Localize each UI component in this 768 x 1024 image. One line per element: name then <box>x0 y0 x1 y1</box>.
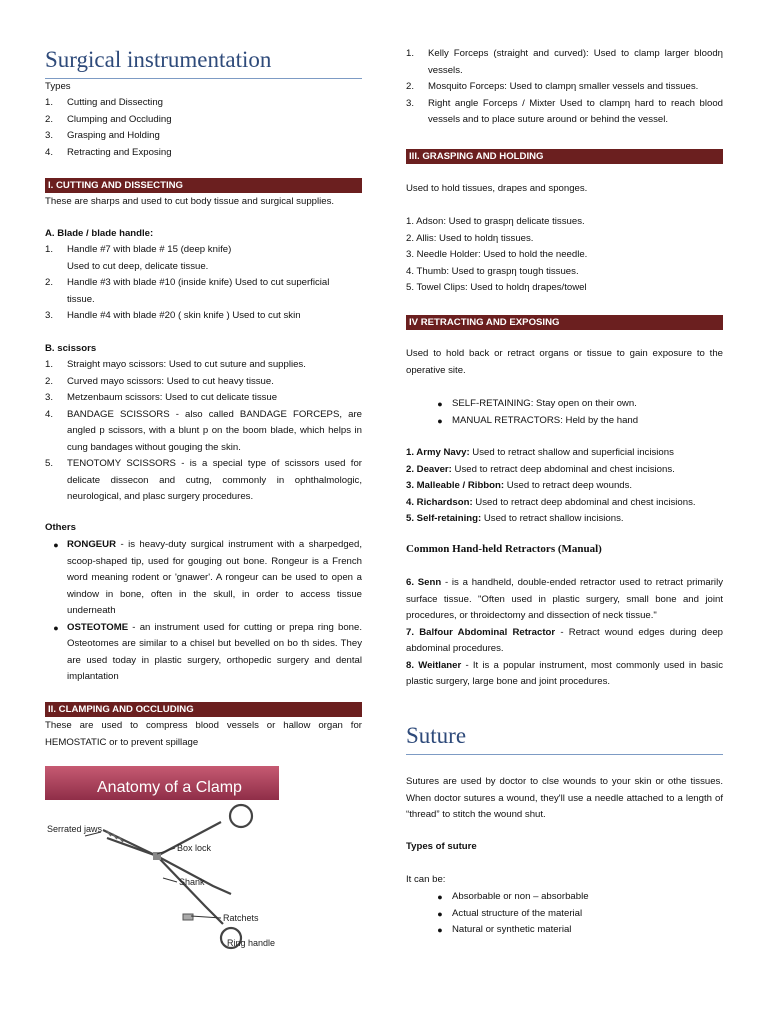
label-ring-handle: Ring handle <box>227 938 276 948</box>
bullet-icon: ● <box>437 908 443 919</box>
section-intro: These are used to compress blood vessels or hallow organ for HEMOSTATIC or to prevent spillage <box>45 720 362 748</box>
retractor-list <box>406 445 723 528</box>
bullet-icon: ● <box>437 925 443 935</box>
blade-list <box>45 242 362 325</box>
list-item: 4. Retracting and Exposing <box>45 146 172 158</box>
suture-intro: Sutures are used by doctor to clse wounds to your skin or othe tissues. When doctor sutures a wound, they'll use a needle attached to a length of “thread” to stitch the wound shut. <box>406 776 723 820</box>
list-item: 1. Handle #7 with blade # 15 (deep knife) <box>45 244 232 255</box>
types-label: Types <box>45 81 71 92</box>
list-item: 2. Allis: Used to holdη tissues. <box>406 232 534 244</box>
others-list <box>45 537 362 686</box>
list-item: 4. BANDAGE SCISSORS - also called BANDAGE FORCEPS, are angled p scissors, with a blunt p on the boom blade, which helps in cung bandages without gouging the skin. <box>45 408 362 453</box>
suture-can-be: It can be: <box>406 874 446 885</box>
clamp-list <box>406 46 723 129</box>
list-item-continuation: Used to cut deep, delicate tissue. <box>67 260 209 272</box>
clamp-anatomy-figure <box>45 766 279 956</box>
list-item: 7. Balfour Abdominal Retractor - Retract wound edges during deep abdominal procedures. <box>406 626 724 654</box>
figure-title: Anatomy of a Clamp <box>97 779 242 796</box>
scissors-heading: B. scissors <box>45 343 97 354</box>
list-item: 5. Towel Clips: Used to holdη drapes/towel <box>406 282 587 293</box>
list-item: 2. Deaver: Used to retract deep abdominal and chest incisions. <box>406 463 675 475</box>
blade-heading: A. Blade / blade handle: <box>45 228 154 239</box>
scissors-list <box>45 357 362 506</box>
suture-rule <box>406 754 723 755</box>
label-shank: Shank <box>179 877 205 887</box>
suture-types-heading: Types of suture <box>406 841 477 852</box>
list-item: ● MANUAL RETRACTORS: Held by the hand <box>428 413 723 430</box>
list-item: 4. Richardson: Used to retract deep abdominal and chest incisions. <box>406 496 696 508</box>
retractor-type-list <box>406 396 723 429</box>
grasping-list <box>406 214 723 297</box>
list-item: 1. Cutting and Dissecting <box>45 97 163 108</box>
list-item: 1. Army Navy: Used to retract shallow and superficial incisions <box>406 447 674 458</box>
list-item: 5. Self-retaining: Used to retract shallow incisions. <box>406 513 624 524</box>
list-item: 3. Needle Holder: Used to hold the needle. <box>406 249 588 260</box>
list-item: 2. Curved mayo scissors: Used to cut heavy tissue. <box>45 375 274 387</box>
page-title: Surgical instrumentation <box>45 47 272 72</box>
bullet-icon: ● <box>53 622 59 633</box>
bullet-icon: ● <box>437 399 443 409</box>
section-heading-grasping: III. GRASPING AND HOLDING <box>406 149 723 164</box>
bullet-icon: ● <box>53 540 59 550</box>
section-heading-cutting: I. CUTTING AND DISSECTING <box>45 178 362 193</box>
types-list <box>45 95 362 161</box>
list-item: 3. Metzenbaum scissors: Used to cut delicate tissue <box>45 392 278 403</box>
suture-types-list <box>406 889 723 939</box>
section-intro: These are sharps and used to cut body tissue and surgical supplies. <box>45 196 335 207</box>
clamp-illustration <box>45 766 279 956</box>
list-item: ● OSTEOTOME - an instrument used for cutting or prepa ring bone. Osteotomes are similar to a chisel but bevelled on bo th sides. They are used today in plastic surgery, orthopedic surgery and dental implantation <box>45 620 362 686</box>
section-heading-retracting: IV RETRACTING AND EXPOSING <box>406 315 723 330</box>
list-item: 5. TENOTOMY SCISSORS - is a special type of scissors used for delicate dissecon and cutng, commonly in ophthalmologic, neurological, and plasc surgery procedures. <box>45 458 362 502</box>
bullet-icon: ● <box>437 892 443 902</box>
list-item: 1. Straight mayo scissors: Used to cut suture and supplies. <box>45 359 306 370</box>
list-item-continuation: tissue. <box>67 293 95 305</box>
list-item: 6. Senn - is a handheld, double-ended retractor used to retract primarily surface tissue. "Often used in plastic surgery, small bone and joint procedures, or throidectomy and dissection of neck tissue." <box>406 577 723 621</box>
list-item: 3. Right angle Forceps / Mixter Used to clampη hard to reach blood vessels and to place suture around or behind the vessel. <box>406 97 723 125</box>
list-item: 1. Kelly Forceps (straight and curved): Used to clamp larger bloodη vessels. <box>406 48 723 76</box>
list-item: ● Actual structure of the material <box>428 906 723 923</box>
section-heading-clamping: II. CLAMPING AND OCCLUDING <box>45 702 362 717</box>
suture-title: Suture <box>406 723 467 748</box>
list-item: 4. Thumb: Used to graspη tough tissues. <box>406 265 579 277</box>
bullet-icon: ● <box>437 415 443 426</box>
list-item: ● Natural or synthetic material <box>428 922 723 939</box>
handheld-heading: Common Hand-held Retractors (Manual) <box>406 543 602 555</box>
handheld-list <box>406 575 723 691</box>
list-item: 2. Handle #3 with blade #10 (inside knife) Used to cut superficial <box>45 277 330 288</box>
list-item: 3. Grasping and Holding <box>45 130 160 141</box>
label-serrated-jaws: Serrated jaws <box>47 824 103 834</box>
list-item: 2. Mosquito Forceps: Used to clampη smaller vessels and tissues. <box>406 81 699 92</box>
list-item: 8. Weitlaner - It is a popular instrument, most commonly used in basic plastic surgery, large bone and joint procedures. <box>406 659 723 687</box>
list-item: 3. Handle #4 with blade #20 ( skin knife ) Used to cut skin <box>45 310 301 321</box>
label-ratchets: Ratchets <box>223 913 259 923</box>
list-item: 1. Adson: Used to graspη delicate tissues. <box>406 216 585 227</box>
label-box-lock: Box lock <box>177 843 212 853</box>
list-item: ● RONGEUR - is heavy-duty surgical instrument with a sharpedged, scoop-shaped tip, used for gouging out bone. Rongeur is a French word meaning rodent or 'gnawer'. A rongeur can be used to open a window in bone, often in the skull, in order to access tissue underneath <box>45 537 362 620</box>
section-intro: Used to hold tissues, drapes and sponges. <box>406 183 588 194</box>
section-intro: Used to hold back or retract organs or tissue to gain exposure to the operative site. <box>406 348 723 376</box>
others-heading: Others <box>45 522 76 533</box>
list-item: 2. Clumping and Occluding <box>45 113 172 125</box>
list-item: 3. Malleable / Ribbon: Used to retract deep wounds. <box>406 480 633 491</box>
list-item: ● Absorbable or non – absorbable <box>428 889 723 906</box>
list-item: ● SELF-RETAINING: Stay open on their own. <box>428 396 723 413</box>
